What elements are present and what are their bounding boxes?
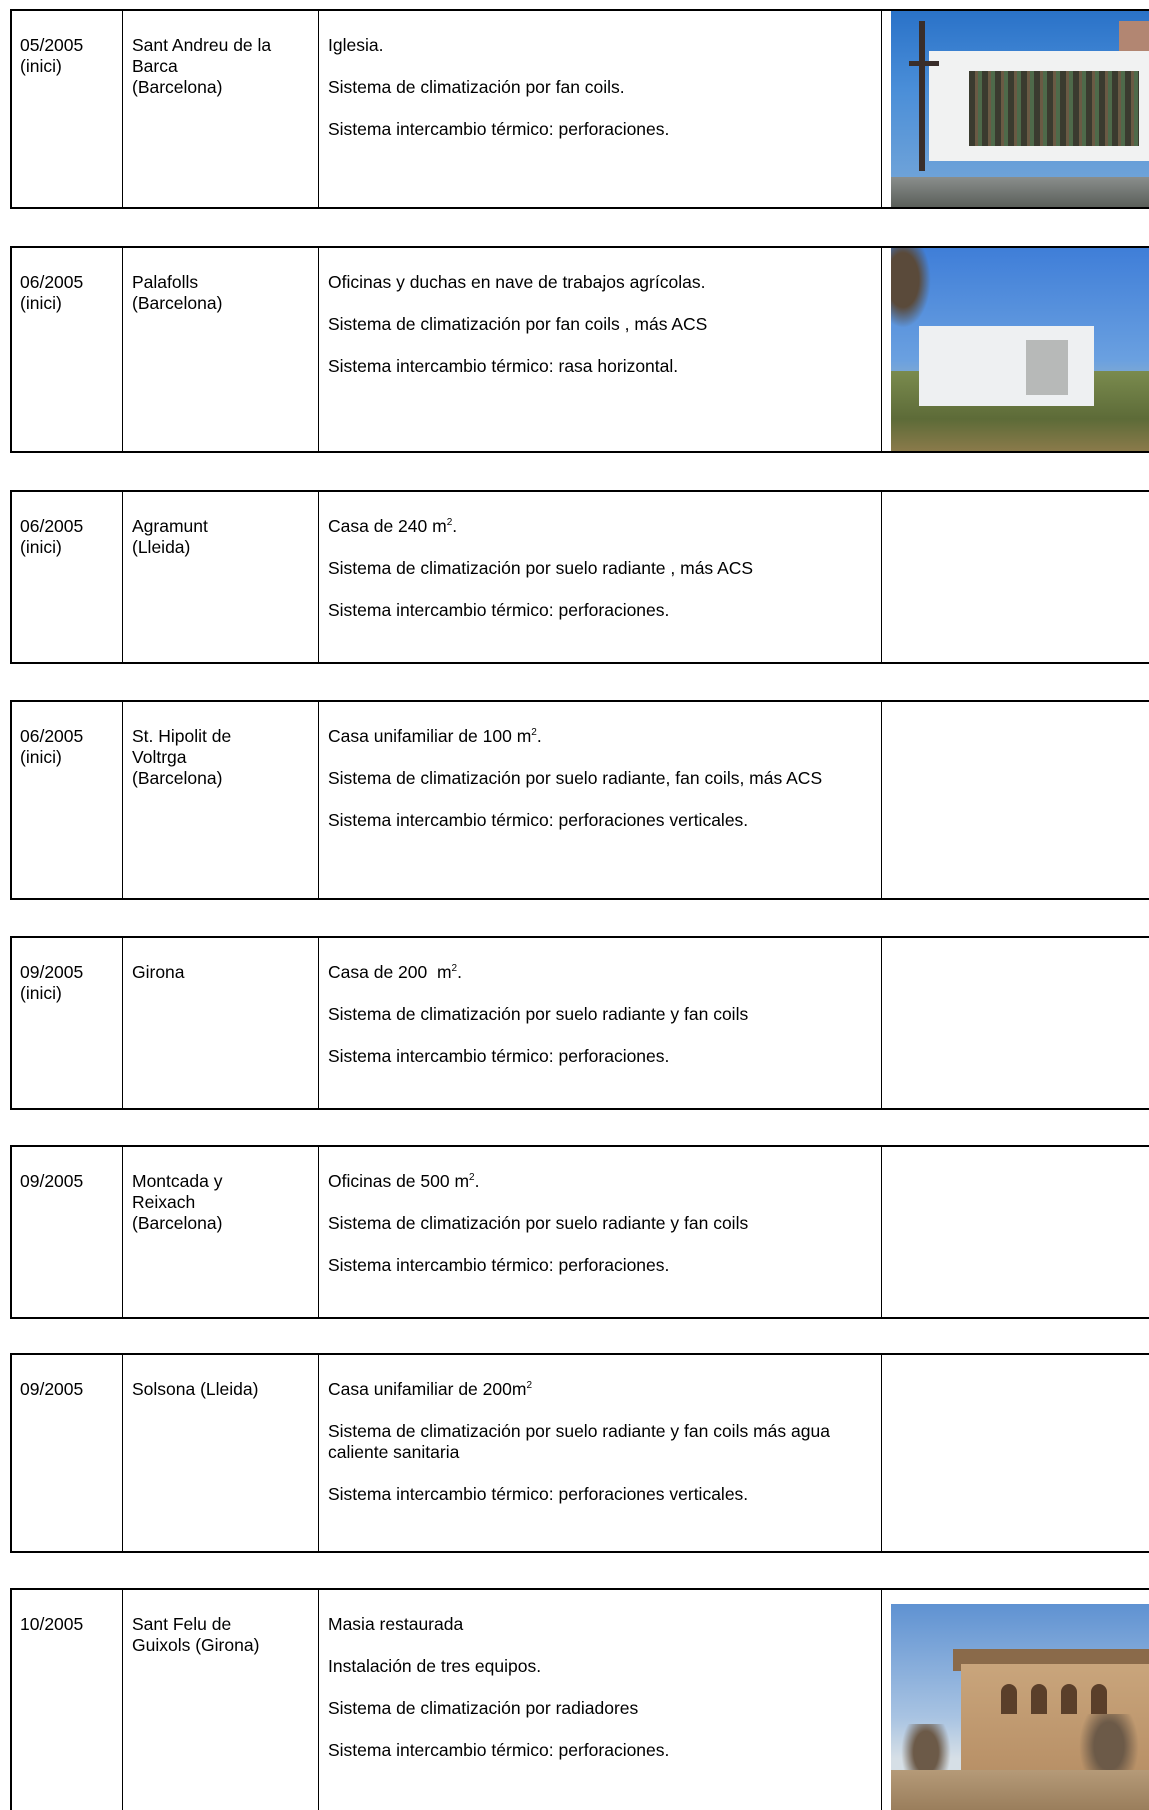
description-line: Sistema intercambio térmico: perforaciones.: [328, 1255, 670, 1275]
project-row: [10, 9, 1149, 209]
location-line: Guixols (Girona): [132, 1635, 260, 1655]
photo-cell: [882, 1355, 1149, 1551]
project-row: [10, 1588, 1149, 1810]
description-line: Sistema de climatización por suelo radiante , más ACS: [328, 558, 754, 578]
description-line: Oficinas de 500 $m^2$.: [328, 1171, 480, 1191]
photo-cell: [882, 248, 1149, 451]
date-text: 06/2005: [20, 272, 84, 292]
location-line: Reixach: [132, 1192, 196, 1212]
description-line: Masia restaurada: [328, 1614, 464, 1634]
church-photo: [891, 11, 1149, 207]
date-cell: [12, 248, 123, 451]
description-line: Sistema intercambio térmico: perforaciones.: [328, 1046, 670, 1066]
location-cell: [123, 1355, 319, 1551]
description-cell: [319, 1355, 882, 1551]
location-line: (Barcelona): [132, 768, 223, 788]
description-line: Sistema de climatización por suelo radiante y fan coils más agua caliente sanitaria: [328, 1421, 830, 1462]
date-cell: [12, 1590, 123, 1810]
date-cell: [12, 938, 123, 1108]
description-line: Iglesia.: [328, 35, 384, 55]
date-text: 09/2005: [20, 962, 84, 982]
date-status: (inici): [20, 293, 62, 313]
date-status: (inici): [20, 56, 62, 76]
date-cell: [12, 1147, 123, 1317]
location-line: Agramunt: [132, 516, 208, 536]
location-line: (Lleida): [132, 537, 191, 557]
date-status: (inici): [20, 983, 62, 1003]
description-line: Sistema de climatización por fan coils , más ACS: [328, 314, 708, 334]
location-cell: [123, 11, 319, 207]
project-row: [10, 490, 1149, 664]
photo-cell: [882, 1590, 1149, 1810]
location-line: Sant Andreu de la: [132, 35, 272, 55]
location-line: Girona: [132, 962, 185, 982]
description-line: Sistema de climatización por suelo radiante, fan coils, más ACS: [328, 768, 823, 788]
description-cell: [319, 11, 882, 207]
photo-cell: [882, 938, 1149, 1108]
description-line: Sistema de climatización por suelo radiante y fan coils: [328, 1004, 749, 1024]
description-line: Sistema intercambio térmico: perforaciones verticales.: [328, 810, 749, 830]
description-line: Sistema intercambio térmico: perforaciones.: [328, 600, 670, 620]
description-line: Casa de 200 $m^2$.: [328, 962, 462, 982]
description-cell: [319, 248, 882, 451]
farm-building-photo: [891, 248, 1149, 451]
location-line: (Barcelona): [132, 293, 223, 313]
location-cell: [123, 938, 319, 1108]
date-text: 10/2005: [20, 1614, 84, 1634]
location-line: Palafolls: [132, 272, 199, 292]
project-row: [10, 936, 1149, 1110]
date-cell: [12, 1355, 123, 1551]
date-text: 06/2005: [20, 726, 84, 746]
date-cell: [12, 11, 123, 207]
description-line: Sistema de climatización por suelo radiante y fan coils: [328, 1213, 749, 1233]
location-cell: [123, 702, 319, 898]
description-line: Casa unifamiliar de $200m^2$: [328, 1379, 532, 1399]
date-cell: [12, 702, 123, 898]
description-line: Oficinas y duchas en nave de trabajos agrícolas.: [328, 272, 706, 292]
description-line: Casa unifamiliar de 100 $m^2$.: [328, 726, 542, 746]
location-cell: [123, 1147, 319, 1317]
description-cell: [319, 1147, 882, 1317]
date-text: 09/2005: [20, 1171, 84, 1191]
description-cell: [319, 702, 882, 898]
location-line: Voltrga: [132, 747, 187, 767]
description-line: Casa de 240 $m^2$.: [328, 516, 458, 536]
location-line: (Barcelona): [132, 77, 223, 97]
project-row: [10, 1353, 1149, 1553]
description-line: Sistema intercambio térmico: perforaciones.: [328, 119, 670, 139]
description-line: Sistema intercambio térmico: perforaciones.: [328, 1740, 670, 1760]
project-row: [10, 246, 1149, 453]
location-cell: [123, 492, 319, 662]
photo-cell: [882, 11, 1149, 207]
location-line: (Barcelona): [132, 1213, 223, 1233]
location-line: St. Hipolit de: [132, 726, 232, 746]
description-line: Sistema intercambio térmico: perforaciones verticales.: [328, 1484, 749, 1504]
location-line: Solsona (Lleida): [132, 1379, 259, 1399]
date-status: (inici): [20, 537, 62, 557]
location-line: Barca: [132, 56, 178, 76]
description-cell: [319, 1590, 882, 1810]
date-text: 05/2005: [20, 35, 84, 55]
description-cell: [319, 492, 882, 662]
description-line: Instalación de tres equipos.: [328, 1656, 542, 1676]
date-status: (inici): [20, 747, 62, 767]
photo-cell: [882, 1147, 1149, 1317]
date-cell: [12, 492, 123, 662]
location-cell: [123, 248, 319, 451]
date-text: 09/2005: [20, 1379, 84, 1399]
location-line: Sant Felu de: [132, 1614, 232, 1634]
project-row: [10, 700, 1149, 900]
photo-cell: [882, 492, 1149, 662]
date-text: 06/2005: [20, 516, 84, 536]
description-cell: [319, 938, 882, 1108]
description-line: Sistema de climatización por fan coils.: [328, 77, 625, 97]
masia-photo: [891, 1604, 1149, 1810]
project-row: [10, 1145, 1149, 1319]
description-line: Sistema de climatización por radiadores: [328, 1698, 639, 1718]
description-line: Sistema intercambio térmico: rasa horizontal.: [328, 356, 679, 376]
location-line: Montcada y: [132, 1171, 223, 1191]
location-cell: [123, 1590, 319, 1810]
photo-cell: [882, 702, 1149, 898]
